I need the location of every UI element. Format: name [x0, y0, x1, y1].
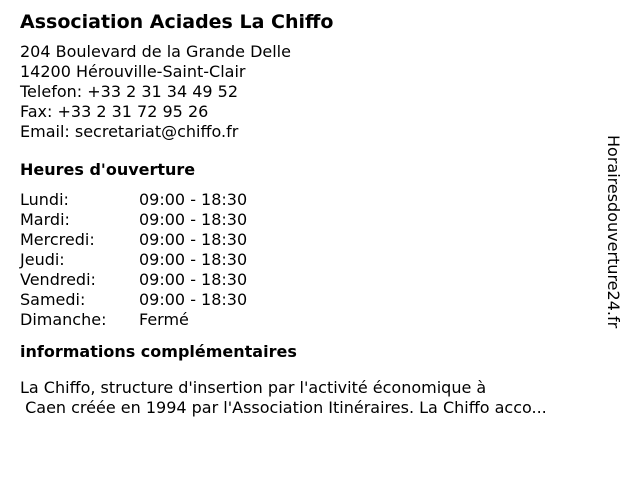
hours-row	[20, 310, 610, 330]
hours-row	[20, 270, 610, 290]
phone-number[interactable]: Telefon: +33 2 31 34 49 52	[20, 82, 239, 101]
day-label: Vendredi:	[20, 270, 96, 289]
day-label: Mardi:	[20, 210, 70, 229]
contact-block	[20, 42, 610, 142]
opening-hours-heading: Heures d'ouverture	[20, 160, 196, 179]
hours-row	[20, 210, 610, 230]
time-value: 09:00 - 18:30	[139, 230, 248, 249]
hours-row	[20, 190, 610, 210]
email-address[interactable]: Email: secretariat@chiffo.fr	[20, 122, 239, 141]
day-label: Dimanche:	[20, 310, 107, 329]
site-brand-vertical: Horairesdouverture24.fr	[604, 135, 623, 329]
hours-row	[20, 230, 610, 250]
additional-info-text	[20, 378, 610, 418]
additional-info-heading: informations complémentaires	[20, 342, 297, 361]
time-value: 09:00 - 18:30	[139, 210, 248, 229]
info-line: La Chiffo, structure d'insertion par l'activité économique à	[20, 378, 487, 397]
business-card	[20, 10, 610, 418]
hours-row	[20, 250, 610, 270]
fax-number: Fax: +33 2 31 72 95 26	[20, 102, 209, 121]
city-postcode: 14200 Hérouville-Saint-Clair	[20, 62, 246, 81]
hours-row	[20, 290, 610, 310]
time-value: 09:00 - 18:30	[139, 190, 248, 209]
day-label: Samedi:	[20, 290, 86, 309]
info-line: Caen créée en 1994 par l'Association Itinéraires. La Chiffo acco...	[20, 398, 547, 417]
day-label: Lundi:	[20, 190, 69, 209]
time-value: 09:00 - 18:30	[139, 270, 248, 289]
day-label: Mercredi:	[20, 230, 95, 249]
time-value: 09:00 - 18:30	[139, 290, 248, 309]
opening-hours-table	[20, 190, 610, 330]
time-value: 09:00 - 18:30	[139, 250, 248, 269]
day-label: Jeudi:	[20, 250, 65, 269]
street-address: 204 Boulevard de la Grande Delle	[20, 42, 291, 61]
time-value: Fermé	[139, 310, 189, 329]
business-name: Association Aciades La Chiffo	[20, 11, 334, 33]
